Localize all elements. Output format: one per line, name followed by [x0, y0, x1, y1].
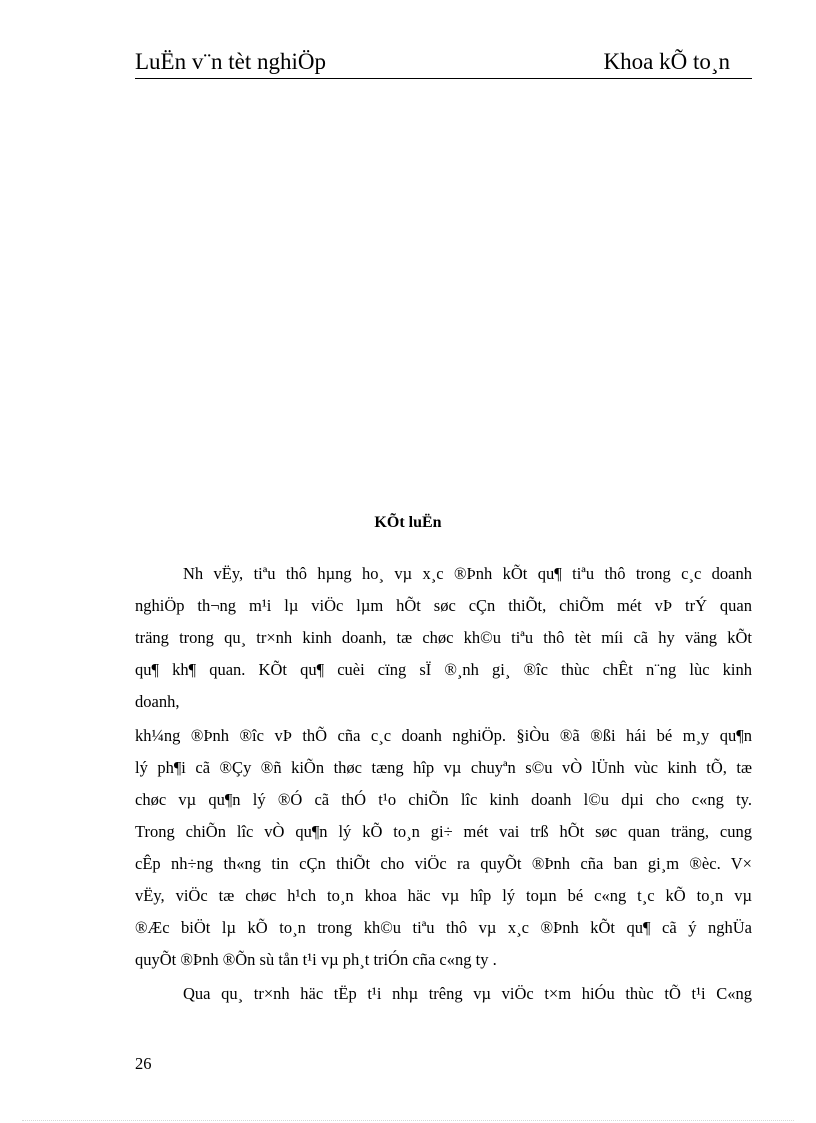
paragraph-line: Nh vËy, tiªu thô hµng ho¸ vµ x¸c ®Þnh kÕt qu¶ tiªu thô trong c¸c doanh — [183, 564, 752, 583]
paragraph-line: träng trong qu¸ tr×nh kinh doanh, tæ chøc kh©u tiªu thô tèt míi cã hy väng kÕt — [135, 628, 752, 647]
paragraph-line: Qua qu¸ tr×nh häc tËp t¹i nhµ trêng vµ viÖc t×m hiÓu thùc tÕ t¹i C«ng — [183, 984, 752, 1003]
section-title: KÕt luËn — [374, 514, 442, 531]
paragraph-line: quyÕt ®Þnh ®Õn sù tån t¹i vµ ph¸t triÓn cña c«ng ty . — [135, 950, 497, 969]
paragraph-line: lý ph¶i cã ®Çy ®ñ kiÕn thøc tæng hîp vµ chuyªn s©u vÒ lÜnh vùc kinh tÕ, tæ — [135, 758, 752, 777]
paragraph-line: ®Æc biÖt lµ kÕ to¸n trong kh©u tiªu thô vµ x¸c ®Þnh kÕt qu¶ cã ý nghÜa — [135, 918, 752, 937]
paragraph-line: vËy, viÖc tæ chøc h¹ch to¸n khoa häc vµ hîp lý toµn bé c«ng t¸c kÕ to¸n vµ — [135, 886, 752, 905]
paragraph-line: Trong chiÕn lîc vÒ qu¶n lý kÕ to¸n gi÷ mét vai trß hÕt søc quan träng, cung — [135, 822, 752, 841]
paragraph-line: nghiÖp th¬ng m¹i lµ viÖc lµm hÕt søc cÇn thiÕt, chiÕm mét vÞ trÝ quan — [135, 596, 752, 615]
page-number: 26 — [135, 1054, 152, 1073]
header-thesis-label: LuËn v¨n tèt nghiÖp — [135, 49, 326, 74]
paragraph-line: chøc vµ qu¶n lý ®Ó cã thÓ t¹o chiÕn lîc kinh doanh l©u dµi cho c«ng ty. — [135, 790, 752, 809]
page-bottom-border — [22, 1120, 794, 1121]
paragraph-line: cÊp nh÷ng th«ng tin cÇn thiÕt cho viÖc ra quyÕt ®Þnh cña ban gi¸m ®èc. V× — [135, 854, 752, 873]
page-header — [135, 46, 752, 79]
paragraph-line: qu¶ kh¶ quan. KÕt qu¶ cuèi cïng sÏ ®¸nh gi¸ ®îc thùc chÊt n¨ng lùc kinh — [135, 660, 752, 679]
header-department-label: Khoa kÕ to¸n — [603, 49, 730, 74]
paragraph-line: kh¼ng ®Þnh ®îc vÞ thÕ cña c¸c doanh nghiÖp. §iÒu ®ã ®ßi hái bé m¸y qu¶n — [135, 726, 752, 745]
paragraph-line: doanh, — [135, 692, 180, 711]
